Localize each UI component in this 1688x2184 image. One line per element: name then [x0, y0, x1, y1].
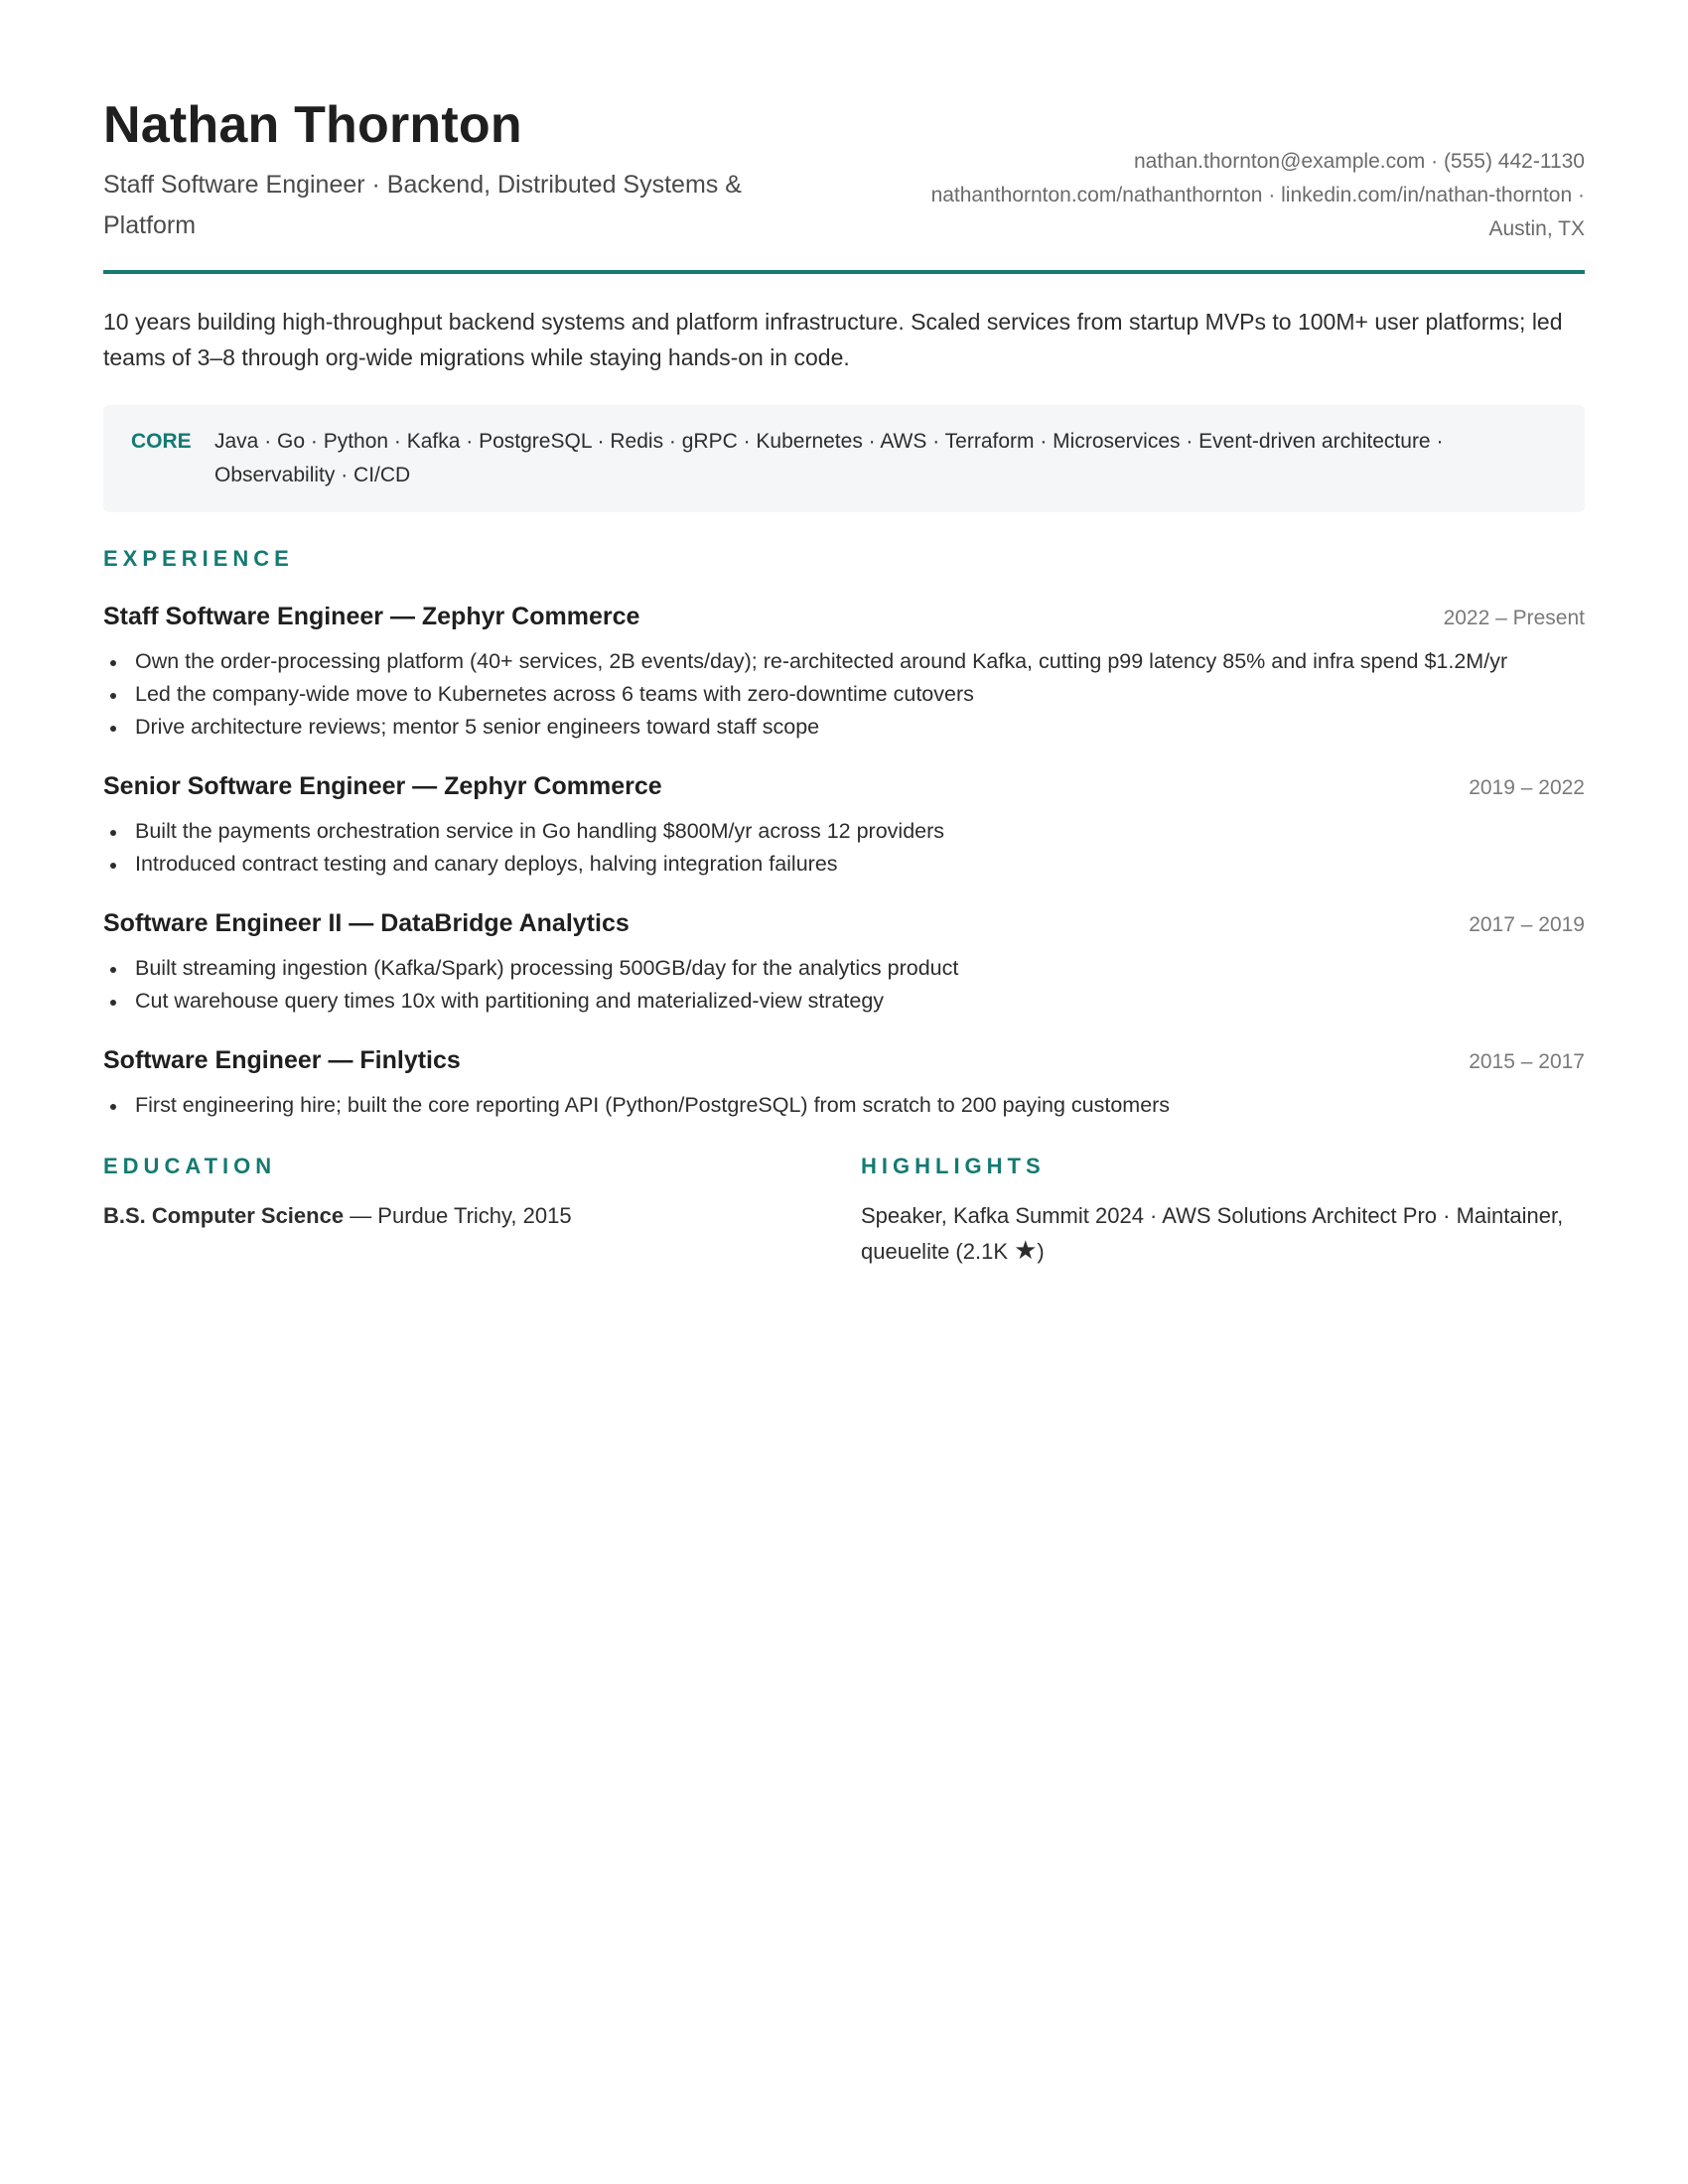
job-title: Staff Software Engineer — Zephyr Commerce [103, 603, 640, 630]
job-bullet: Introduced contract testing and canary deploys, halving integration failures [103, 848, 1585, 881]
candidate-tagline: Staff Software Engineer · Backend, Distributed Systems & Platform [103, 171, 742, 239]
job-title: Software Engineer II — DataBridge Analytics [103, 909, 630, 937]
job-dates: 2022 – Present [1443, 607, 1585, 629]
job-bullet: Own the order-processing platform (40+ services, 2B events/day); re-architected around Kafka, cutting p99 latency 85% and infra spend $1.2M/yr [103, 645, 1585, 678]
job-entry [103, 600, 1585, 744]
job-bullets [103, 815, 1585, 881]
job-header [103, 600, 1585, 635]
job-entry [103, 769, 1585, 881]
skills-label: CORE [131, 430, 192, 453]
candidate-name: Nathan Thornton [103, 96, 522, 154]
job-bullet: Built streaming ingestion (Kafka/Spark) processing 500GB/day for the analytics product [103, 952, 1585, 985]
resume-header [103, 0, 1585, 274]
highlights-suffix: ) [1037, 1239, 1045, 1264]
highlights-heading: HIGHLIGHTS [861, 1154, 1046, 1178]
job-bullets [103, 1089, 1585, 1122]
job-bullet: First engineering hire; built the core reporting API (Python/PostgreSQL) from scratch to 200 paying customers [103, 1089, 1585, 1122]
highlights-text [861, 1199, 1585, 1269]
job-dates: 2017 – 2019 [1469, 913, 1585, 936]
job-bullets [103, 952, 1585, 1018]
education-heading: EDUCATION [103, 1154, 277, 1178]
job-bullet: Led the company-wide move to Kubernetes across 6 teams with zero-downtime cutovers [103, 678, 1585, 711]
summary: 10 years building high-throughput backend systems and platform infrastructure. Scaled services from startup MVPs to 100M+ user platforms; led teams of 3–8 through org-wide migrations while staying hands-on in code. [103, 309, 1563, 370]
job-dates: 2015 – 2017 [1469, 1050, 1585, 1073]
job-header [103, 769, 1585, 805]
job-header [103, 1043, 1585, 1079]
job-entry [103, 1043, 1585, 1122]
job-dates: 2019 – 2022 [1469, 776, 1585, 799]
education-section [103, 1152, 861, 1269]
job-bullets [103, 645, 1585, 744]
job-entry [103, 906, 1585, 1018]
contact-links: nathanthornton.com/nathanthornton · linkedin.com/in/nathan-thornton · [930, 184, 1585, 206]
education-entry [103, 1199, 861, 1233]
job-bullet: Cut warehouse query times 10x with partitioning and materialized-view strategy [103, 985, 1585, 1018]
contact-location: Austin, TX [1488, 217, 1585, 240]
highlights-section [861, 1152, 1585, 1269]
contact-email-phone: nathan.thornton@example.com · (555) 442-1130 [1133, 150, 1585, 173]
star-icon: ★ [1014, 1235, 1038, 1265]
job-title: Senior Software Engineer — Zephyr Commerce [103, 772, 662, 800]
degree-detail: — Purdue Trichy, 2015 [344, 1203, 572, 1228]
highlights-body: Speaker, Kafka Summit 2024 · AWS Solutions Architect Pro · Maintainer, queuelite (2.1K [861, 1203, 1564, 1264]
job-bullet: Drive architecture reviews; mentor 5 senior engineers toward staff scope [103, 711, 1585, 744]
experience-heading: EXPERIENCE [103, 546, 294, 571]
contact-info [931, 145, 1585, 246]
skills-box [103, 405, 1585, 512]
skills-list: Java · Go · Python · Kafka · PostgreSQL · Redis · gRPC · Kubernetes · AWS · Terraform · Microservices · Event-driven architecture · Observability · CI/CD [214, 430, 1444, 486]
degree-name: B.S. Computer Science [103, 1203, 345, 1228]
bottom-columns [103, 1152, 1585, 1269]
job-header [103, 906, 1585, 942]
job-bullet: Built the payments orchestration service in Go handling $800M/yr across 12 providers [103, 815, 1585, 848]
job-title: Software Engineer — Finlytics [103, 1046, 461, 1074]
